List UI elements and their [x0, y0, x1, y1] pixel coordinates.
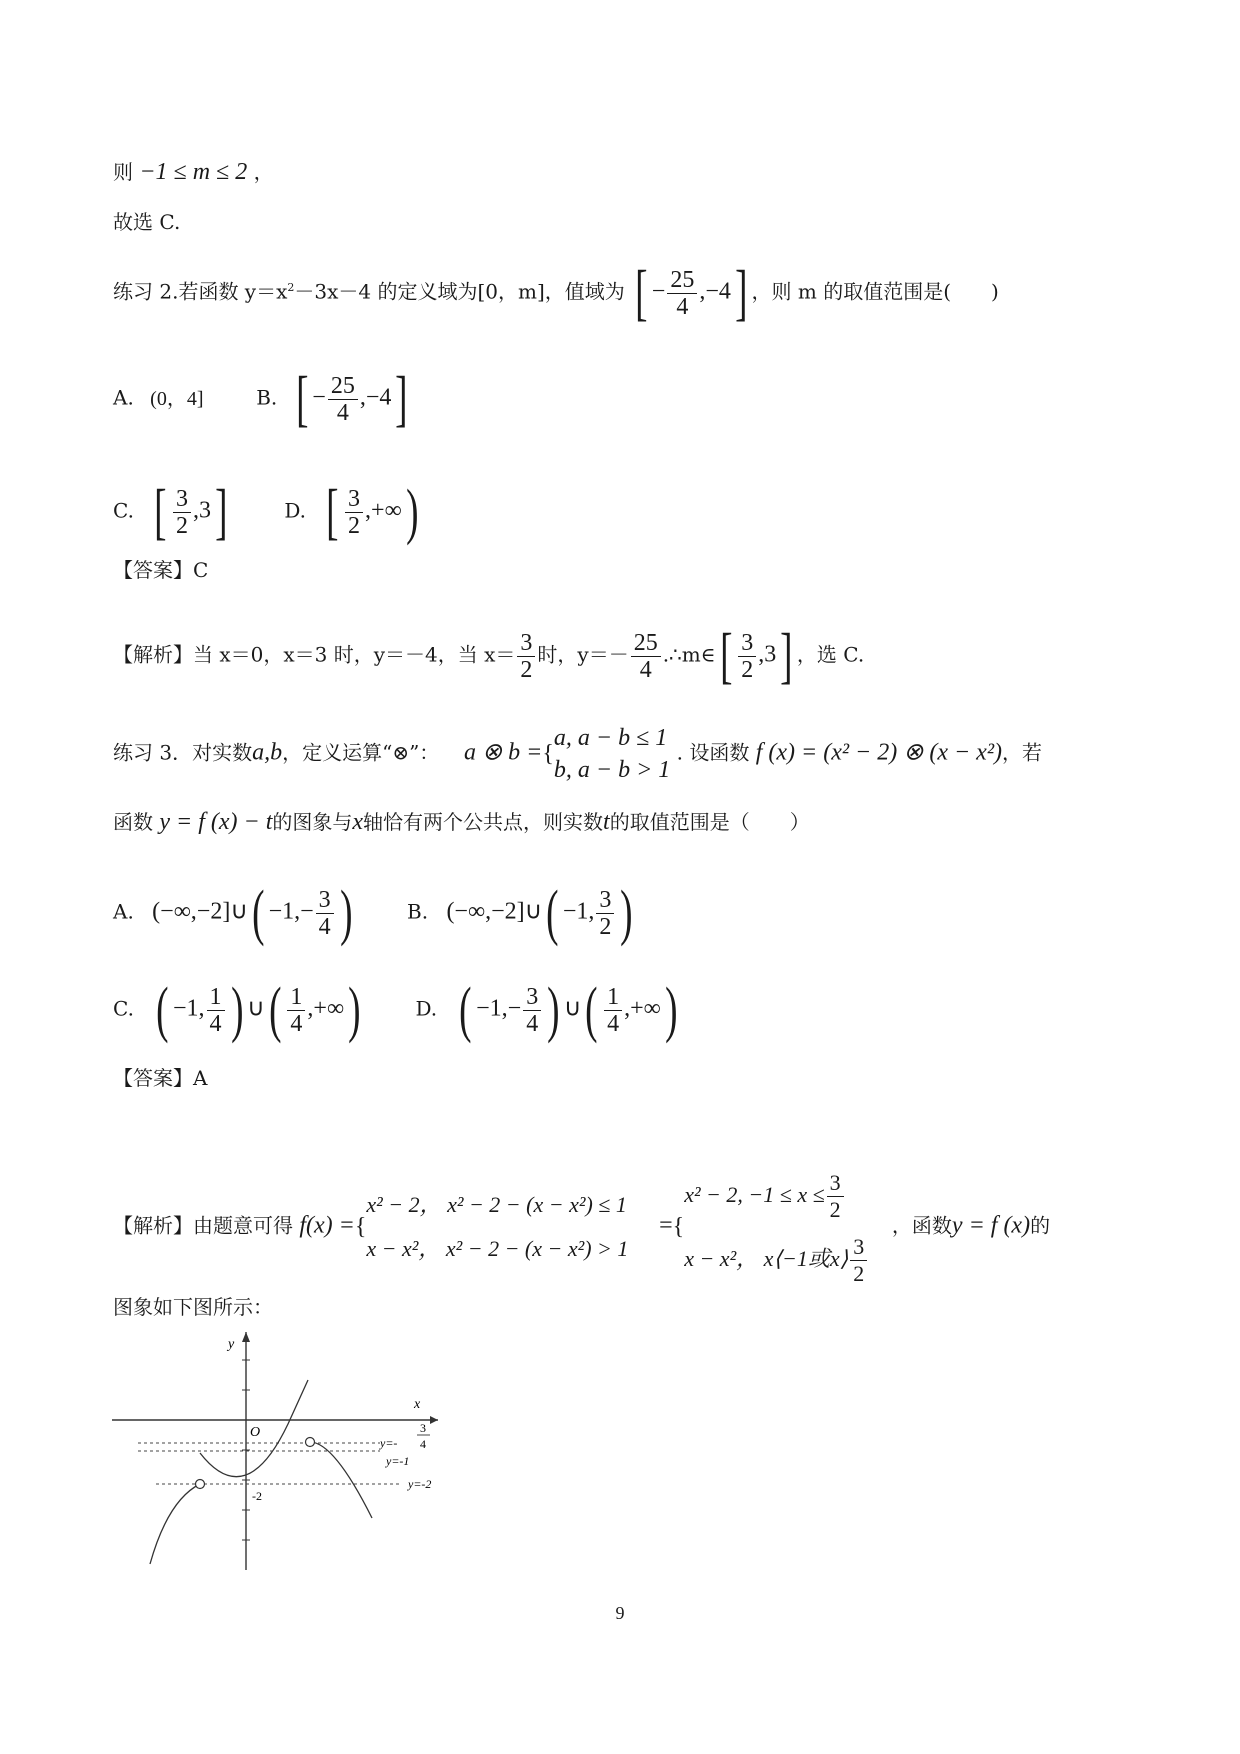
text: B.: [407, 899, 429, 924]
text: ,+∞: [624, 995, 661, 1022]
text: 2: [599, 913, 612, 940]
paren-close: ): [348, 976, 361, 1044]
fraction: [827, 1170, 844, 1223]
text: ,3: [192, 497, 211, 524]
text: 2: [741, 656, 754, 683]
text: 练习 2.若函数 y＝x: [113, 279, 288, 304]
text: 2: [520, 656, 533, 683]
fraction: [287, 984, 305, 1037]
text: −1,−: [268, 898, 314, 925]
text: 2: [348, 512, 361, 539]
text: t: [603, 809, 610, 835]
text: 4: [318, 913, 331, 940]
fraction: [517, 630, 535, 683]
text: x − x²， x⟨−1或x⟩: [684, 1246, 849, 1271]
text: =: [659, 1212, 673, 1239]
exercise-3-options-ab: [113, 879, 637, 947]
text: ,+∞: [365, 497, 402, 524]
text: 3: [827, 1170, 844, 1197]
bracket-close: ]: [735, 259, 748, 327]
text: −: [651, 278, 666, 305]
label-y-neg-1: y=-1: [386, 1454, 410, 1468]
bracket-open: [: [719, 622, 733, 690]
curve-right-branch: [310, 1442, 372, 1518]
fraction: [667, 267, 697, 320]
text: f(x) =: [299, 1212, 355, 1239]
text: C.: [113, 498, 134, 523]
paren-close: ): [620, 879, 633, 947]
text: 4: [209, 1010, 222, 1037]
fraction: [345, 486, 363, 539]
line-choose-c: 故选 C.: [113, 210, 181, 234]
text: 函数: [113, 810, 153, 834]
text: 4: [290, 1010, 303, 1037]
label-y-neg-3-4-den: 4: [420, 1437, 426, 1451]
paren-close: ): [664, 976, 678, 1044]
paren-close: ): [405, 478, 419, 546]
exercise-2-stem: [113, 259, 999, 327]
exercise-3-stem-2: [113, 808, 810, 836]
text: (0，4]: [150, 387, 204, 410]
text: 【解析】由题意可得: [113, 1213, 293, 1238]
text: (−∞,−2]∪: [446, 898, 543, 925]
text: ,−4: [699, 278, 731, 305]
text: ，: [253, 160, 274, 184]
text: 则: [113, 160, 133, 184]
y-axis-label: y: [228, 1337, 235, 1352]
paren-open: (: [546, 879, 559, 947]
text: 3: [316, 887, 334, 914]
text: . 设函数: [676, 740, 750, 765]
text: D.: [415, 996, 438, 1021]
bracket-close: ]: [215, 478, 228, 546]
text: 4: [676, 293, 689, 320]
text: 2: [287, 280, 295, 294]
text: 1: [604, 984, 622, 1011]
fraction: [850, 1234, 867, 1287]
text: 4: [639, 656, 652, 683]
label-y-neg-3-4-num: 3: [420, 1421, 426, 1435]
open-point-right: [306, 1438, 315, 1447]
line-conclusion-range: [113, 158, 274, 186]
text: 3: [523, 984, 541, 1011]
text: 3: [850, 1234, 867, 1261]
bracket-open: [: [154, 478, 167, 546]
text: ，则 m 的取值范围是( ): [751, 279, 999, 304]
text: 3: [596, 887, 614, 914]
paren-open: (: [268, 976, 282, 1044]
function-graph: [108, 1330, 468, 1580]
bracket-open: [: [295, 365, 309, 433]
text: x − x²， x² − 2 − (x − x²) > 1: [366, 1236, 629, 1261]
answer-3: 【答案】A: [113, 1066, 208, 1090]
fraction: [523, 984, 541, 1037]
x-axis-label: x: [414, 1397, 421, 1412]
text: −1,: [172, 995, 205, 1022]
text: 【解析】当 x＝0，x＝3 时，y＝－4，当 x＝: [113, 642, 516, 667]
text: 练习 3．对实数: [113, 740, 253, 765]
cases-fx: [366, 1183, 628, 1271]
text: 4: [336, 399, 349, 426]
fraction: [738, 630, 756, 683]
text: 2: [853, 1261, 865, 1287]
paren-close: ): [339, 879, 353, 947]
case-1: [684, 1163, 869, 1227]
text: f (x) = (x² − 2) ⊗ (x − x²): [755, 739, 1003, 766]
text: ,3: [758, 641, 777, 668]
cases-definition: [554, 722, 670, 786]
exercise-3-stem-1: [113, 722, 1042, 786]
text: 1: [207, 984, 225, 1011]
text: 轴恰有两个公共点，则实数: [363, 810, 604, 834]
text: 4: [526, 1010, 539, 1037]
fraction: [316, 887, 334, 940]
bracket-open: [: [326, 478, 339, 546]
text: ，若: [1002, 740, 1043, 765]
text: 3: [345, 486, 363, 513]
text: 的图象与: [272, 810, 353, 834]
text: 3: [738, 630, 756, 657]
text: A.: [113, 899, 134, 924]
text: b, a − b > 1: [553, 757, 671, 783]
text: D.: [284, 498, 307, 523]
union-symbol: ∪: [247, 995, 265, 1022]
page-number: 9: [615, 1603, 625, 1623]
exercise-3-options-cd: [113, 976, 681, 1044]
text: 2: [175, 512, 188, 539]
solution-3: [113, 1163, 1050, 1291]
text: x² − 2， x² − 2 − (x − x²) ≤ 1: [366, 1192, 627, 1217]
text: －3x－4 的定义域为[0，m]，值域为: [294, 279, 625, 304]
fraction: [207, 984, 225, 1037]
y-axis-arrow-icon: [242, 1332, 250, 1342]
fraction: [604, 984, 622, 1037]
paren-open: (: [252, 879, 265, 947]
case-2: [684, 1227, 869, 1291]
fraction: [596, 887, 614, 940]
x-axis-arrow-icon: [430, 1416, 438, 1424]
brace: {: [542, 741, 554, 767]
text: 的: [1030, 1213, 1051, 1238]
curve-left-branch: [150, 1484, 200, 1564]
exercise-2-options-ab: [113, 365, 412, 433]
exercise-2-options-cd: [113, 478, 422, 546]
text: 4: [607, 1010, 620, 1037]
open-point-left: [196, 1480, 205, 1489]
fraction: [328, 373, 358, 426]
bracket-close: ]: [395, 365, 408, 433]
text: a, a − b ≤ 1: [553, 725, 668, 751]
origin-label: O: [250, 1425, 261, 1440]
fraction: [173, 486, 191, 539]
cases-fx-simplified: [684, 1163, 869, 1291]
text: 的取值范围是（ ）: [609, 810, 810, 834]
tick-label-neg-2: -2: [252, 1489, 262, 1503]
text: 1: [287, 984, 305, 1011]
text: 2: [829, 1197, 841, 1223]
text: ，函数: [891, 1213, 952, 1238]
text: 3: [517, 630, 535, 657]
paren-open: (: [459, 976, 473, 1044]
bracket-open: [: [635, 259, 648, 327]
bracket-close: ]: [780, 622, 793, 690]
text: 时，y＝－: [537, 642, 629, 667]
answer-2: 【答案】C: [113, 558, 209, 582]
text: ，选 C.: [796, 642, 865, 667]
text: 25: [328, 373, 358, 400]
text: 25: [667, 267, 697, 294]
paren-open: (: [156, 976, 169, 1044]
brace: {: [672, 1214, 685, 1240]
label-y-neg-3-4: y=-: [380, 1436, 398, 1450]
graph-caption: 图象如下图所示：: [113, 1295, 273, 1319]
text: x: [352, 809, 364, 835]
text: 25: [631, 630, 661, 657]
paren-close: ): [230, 976, 244, 1044]
label-y-neg-2: y=-2: [408, 1477, 432, 1491]
fraction: [631, 630, 661, 683]
paren-close: ): [547, 976, 560, 1044]
text: y = f (x): [951, 1212, 1031, 1239]
text: −: [312, 384, 326, 411]
text: A.: [113, 385, 134, 410]
text: ,−4: [359, 384, 392, 411]
brace: {: [354, 1214, 367, 1240]
solution-2: [113, 622, 865, 690]
math-m-range: −1 ≤ m ≤ 2: [139, 159, 248, 185]
text: x² − 2, −1 ≤ x ≤: [684, 1182, 825, 1207]
text: y = f (x) − t: [159, 809, 273, 835]
paren-open: (: [585, 976, 598, 1044]
text: a,b: [252, 739, 283, 766]
text: C.: [113, 996, 134, 1021]
text: ，定义运算“⊗”：: [282, 740, 440, 765]
text: (−∞,−2]∪: [152, 898, 248, 925]
text: 3: [173, 486, 191, 513]
union-symbol: ∪: [563, 995, 582, 1022]
text: .∴m∈: [662, 642, 716, 667]
text: ,+∞: [307, 995, 345, 1022]
text: B.: [256, 385, 278, 410]
text: −1,−: [476, 995, 522, 1022]
text: −1,: [562, 898, 595, 925]
text: a ⊗ b =: [464, 739, 543, 766]
